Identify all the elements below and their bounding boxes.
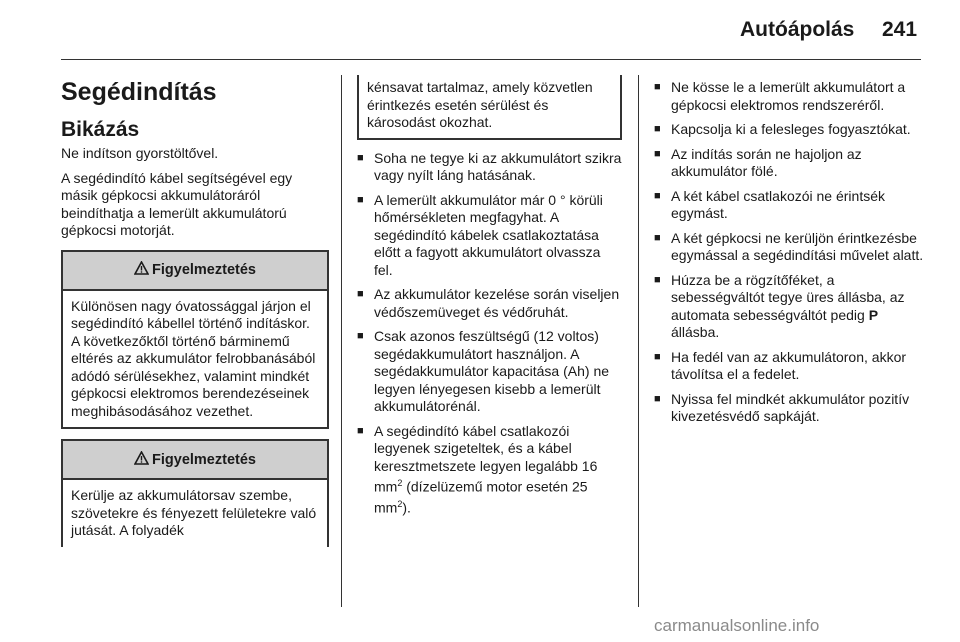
column-divider-1 xyxy=(341,75,342,607)
precaution-list-2 xyxy=(654,79,924,426)
warning-title-1: Figyelmeztetés xyxy=(152,262,256,278)
precaution-list-1 xyxy=(357,150,622,518)
list-item: ■ Kapcsolja ki a felesleges fogyasztókat. xyxy=(654,121,911,137)
column-1 xyxy=(61,75,329,547)
warning-triangle-icon xyxy=(134,261,149,279)
page-number: 241 xyxy=(882,18,918,41)
list-item: ■ Ha fedél van az akkumulátoron, akkor távolítsa el a fedelet. xyxy=(654,348,907,382)
warning-text-1: Különösen nagy óvatossággal járjon el segédindító kábellel történő indításkor. A következőktől történő bárminemű eltérés az akkumulátor felrobbanásából adódó sérülésekhez, valamint mindkét gépkocsi elektromos berendezéseinek meghibásodásához vezethet. xyxy=(71,297,316,419)
warning-box-1 xyxy=(61,250,329,430)
list-item: ■ Soha ne tegye ki az akkumulátort szikra vagy nyílt láng hatásának. xyxy=(357,149,622,183)
list-item: ■ Az akkumulátor kezelése során viseljen védőszemüveget és védőruhát. xyxy=(357,286,620,320)
watermark: carmanualsonline.info xyxy=(654,616,820,635)
list-item: ■ A segédindító kábel csatlakozói legyenek szigeteltek, és a kábel keresztmetszete legyen legalább 16 $mm^2$ (dízelüzemű motor esetén 25 $mm^2$). xyxy=(357,422,598,516)
intro-paragraph: Ne indítson gyorstöltővel. xyxy=(61,145,219,161)
warning-header-2 xyxy=(63,441,327,480)
subsection-title: Bikázás xyxy=(61,118,140,141)
list-item: ■ Ne kösse le a lemerült akkumulátort a gépkocsi elektromos rendszeréről. xyxy=(654,79,906,113)
section-title: Segédindítás xyxy=(61,78,217,106)
warning-triangle-icon xyxy=(134,451,149,469)
column-3 xyxy=(654,75,924,433)
warning-continuation-text: kénsavat tartalmaz, amely közvetlen érintkezés esetén sérülést és károsodást okozhat. xyxy=(367,79,593,130)
list-item: ■ Húzza be a rögzítőféket, a sebességváltót tegye üres állásba, az automata sebességváltót pedig P állásba. xyxy=(654,271,905,340)
column-2 xyxy=(357,75,622,524)
column-divider-2 xyxy=(638,75,639,607)
list-item: ■ Nyissa fel mindkét akkumulátor pozitív kivezetésvédő sapkáját. xyxy=(654,390,910,424)
warning-box-2 xyxy=(61,439,329,547)
warning-title-2: Figyelmeztetés xyxy=(152,451,256,468)
list-item: ■ Csak azonos feszültségű (12 voltos) segédakkumulátort használjon. A segédakkumulátor kapacitása (Ah) ne legyen lényegesen kisebb a lemerült akkumulátorénál. xyxy=(357,328,610,414)
header-rule xyxy=(61,59,921,60)
body-paragraph: A segédindító kábel segítségével egy másik gépkocsi akkumulátoráról beindíthatja a lemerült akkumulátorú gépkocsi motorját. xyxy=(61,169,293,238)
list-item: ■ A két kábel csatlakozói ne érintsék egymást. xyxy=(654,187,886,221)
list-item: ■ A két gépkocsi ne kerüljön érintkezésbe egymással a segédindítási művelet alatt. xyxy=(654,229,924,263)
header-title: Autóápolás xyxy=(740,18,855,41)
warning-continuation-box xyxy=(357,75,622,140)
warning-header-1 xyxy=(63,252,327,291)
list-item: ■ Az indítás során ne hajoljon az akkumulátor fölé. xyxy=(654,145,862,179)
warning-text-2: Kerülje az akkumulátorsav szembe, szövetekre és fényezett felületekre való jutását. A folyadék xyxy=(71,487,317,538)
list-item: ■ A lemerült akkumulátor már 0 ° körüli hőmérsékleten megfagyhat. A segédindító kábelek csatlakoztatása előtt a fagyott akkumulátort olvassza fel. xyxy=(357,191,603,278)
